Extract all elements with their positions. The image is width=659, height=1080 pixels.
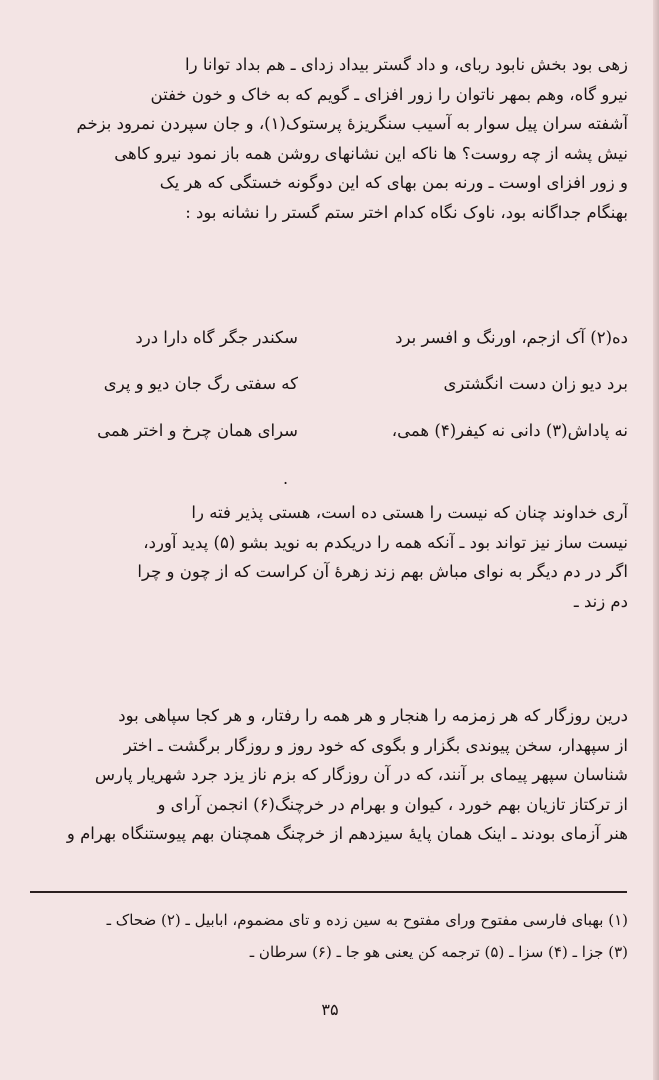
- footnote-line: (۳) جزا ـ (۴) سزا ـ (۵) ترجمه کن یعنی هو جا ـ (۶) سرطان ـ: [249, 943, 628, 961]
- paragraph-2: [32, 498, 628, 616]
- text-line: آشفته سران پیل سوار به آسیب سنگریزهٔ پرستوک(۱)، و جان سپردن نمرود بزخم: [76, 114, 628, 133]
- text-line: و زور افزای اوست ـ ورنه بمن بهای که این دوگونه خستگی که هر یک: [159, 173, 628, 192]
- footnotes: [32, 904, 628, 968]
- paragraph-3: [32, 701, 628, 849]
- text-line: زهی بود بخش نابود ربای، و داد گستر بیداد زدای ـ هم بداد توانا را: [185, 55, 628, 74]
- verse-second-hemistich: که سفتی رگ جان دیو و پری: [103, 374, 298, 393]
- text-line: درین روزگار که هر زمزمه را هنجار و هر همه را رفتار، و هر کجا سپاهی بود: [118, 706, 628, 725]
- paragraph-1: [32, 50, 628, 227]
- verse-first-hemistich: ده(۲) آک ازجم، اورنگ و افسر برد: [395, 328, 628, 347]
- text-line: از سپهدار، سخن پیوندی بگزار و بگوی که خود روز و روزگار برگشت ـ اختر: [123, 735, 628, 755]
- verse-row: [32, 374, 628, 404]
- text-line: آری خداوند چنان که نیست را هستی ده است، هستی پذیر فته را: [191, 503, 628, 522]
- text-line: شناسان سپهر پیمای بر آنند، که در آن روزگار که بزم ناز یزد جرد شهریار پارس: [94, 765, 628, 784]
- verse-row: [32, 328, 628, 358]
- text-line: دم زند ـ: [573, 591, 628, 611]
- text-line: هنر آزمای بودند ـ اینک همان پایهٔ سیزدهم از خرچنگ همچنان بهم پیوستنگاه بهرام و: [66, 824, 628, 843]
- footnote-line: (۱) بهبای فارسی مفتوح ورای مفتوح به سین زده و تای مضموم، ابابیل ـ (۲) ضحاک ـ: [106, 911, 628, 929]
- text-line: بهنگام جداگانه بود، ناوک نگاه کدام اختر ستم گستر را نشانه بود :: [185, 202, 628, 222]
- verse-second-hemistich: سرای همان چرخ و اختر همی: [97, 421, 298, 440]
- verse-row: [32, 421, 628, 451]
- verse-first-hemistich: برد دیو زان دست انگشتری: [443, 374, 628, 393]
- text-line: نیرو گاه، وهم بمهر ناتوان را زور افزای ـ گویم که به خاک و خون خفتن: [150, 84, 628, 104]
- text-line: نیست ساز نیز تواند بود ـ آنکه همه را دریکدم به نوید بشو (۵) پدید آورد،: [143, 532, 628, 552]
- text-line: از ترکتاز تازیان بهم خورد ، کیوان و بهرام در خرچنگ(۶) انجمن آرای و: [157, 794, 628, 814]
- verse-first-hemistich: نه پاداش(۳) دانی نه کیفر(۴) همی،: [391, 421, 628, 440]
- text-line: اگر در دم دیگر به نوای مباش بهم زند زهرهٔ آن کراست که از چون و چرا: [137, 562, 628, 581]
- footnote-divider: [30, 891, 627, 893]
- verse-end-mark: .: [283, 469, 289, 488]
- verse-second-hemistich: سکندر جگر گاه دارا درد: [135, 328, 298, 347]
- text-line: نیش پشه از چه روست؟ ها ناکه این نشانهای روشن همه باز نمود نیرو کاهی: [114, 143, 628, 163]
- page-number: ۳۵: [321, 1000, 339, 1019]
- page-edge-shadow: [653, 0, 659, 1080]
